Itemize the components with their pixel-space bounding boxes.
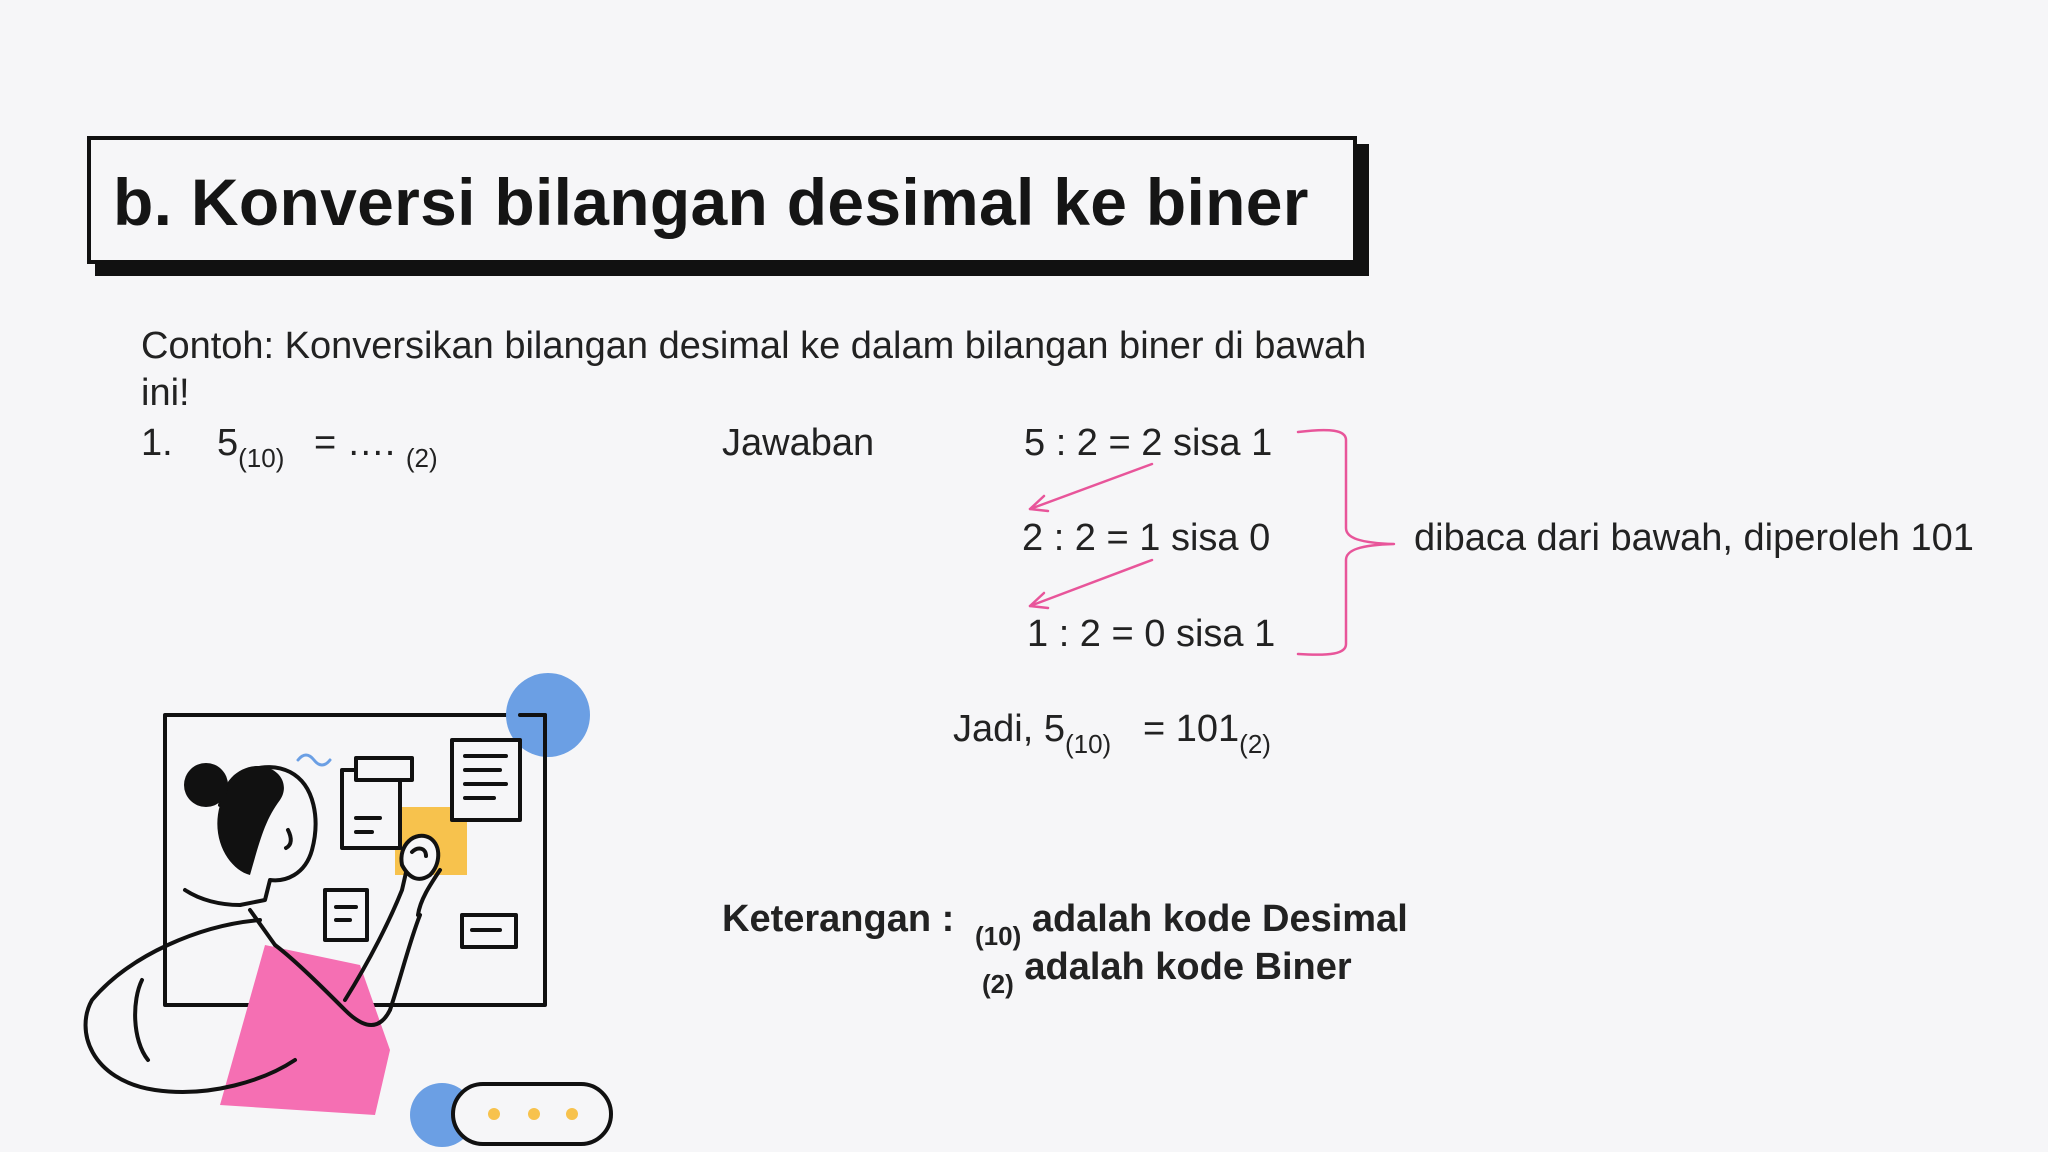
question-target-base: (2) xyxy=(405,443,438,473)
legend-code-decimal: (10) xyxy=(975,921,1022,951)
legend-code-binary: (2) xyxy=(982,969,1014,999)
division-step-1: 5 : 2 = 2 sisa 1 xyxy=(1024,422,1273,464)
conclusion-base: (10) xyxy=(1064,729,1112,759)
woman-at-board-illustration xyxy=(80,660,640,1150)
example-instruction-line2: ini! xyxy=(141,372,190,414)
chat-bubble-icon xyxy=(448,1080,618,1150)
page-title: b. Konversi bilangan desimal ke biner xyxy=(113,165,1309,239)
division-step-2: 2 : 2 = 1 sisa 0 xyxy=(1022,517,1271,559)
legend-text-binary: adalah kode Biner xyxy=(1024,946,1352,988)
answer-label: Jawaban xyxy=(722,422,875,464)
legend-text-decimal: adalah kode Desimal xyxy=(1031,898,1408,940)
question-equals-text: = …. xyxy=(314,422,396,464)
arrow-step-2-to-3 xyxy=(1030,560,1152,606)
grouping-brace xyxy=(1298,430,1394,655)
question-value-base: (10) xyxy=(238,443,285,473)
conclusion-result-base: (2) xyxy=(1239,729,1271,759)
division-step-3: 1 : 2 = 0 sisa 1 xyxy=(1027,613,1276,655)
question-number: 1. xyxy=(141,422,173,464)
legend-label: Keterangan : xyxy=(722,898,955,940)
hair-bun xyxy=(184,763,228,807)
conclusion-equals: = 101 xyxy=(1143,708,1240,750)
read-direction-note: dibaca dari bawah, diperoleh 101 xyxy=(1414,517,1974,559)
question-value-number: 5 xyxy=(217,422,239,464)
example-instruction-line1: Contoh: Konversikan bilangan desimal ke dalam bilangan biner di bawah xyxy=(141,325,1367,367)
arrow-step-1-to-2 xyxy=(1030,464,1152,509)
conclusion-prefix: Jadi, 5 xyxy=(953,708,1065,750)
